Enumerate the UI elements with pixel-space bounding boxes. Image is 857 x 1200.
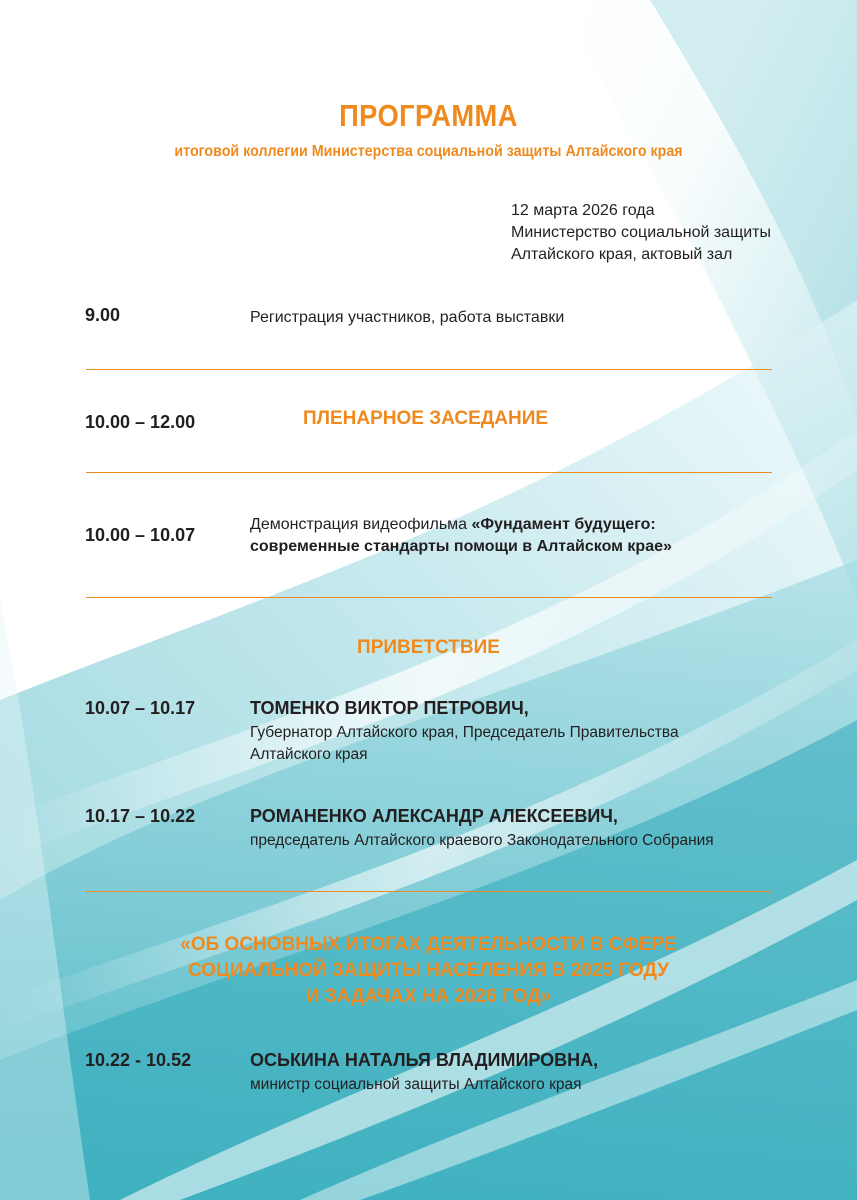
- plenary-title: ПЛЕНАРНОЕ ЗАСЕДАНИЕ: [303, 408, 549, 429]
- speaker1-time: 10.07 – 10.17: [85, 698, 196, 718]
- report-topic-line3: И ЗАДАЧАХ НА 2026 ГОД»: [305, 986, 552, 1007]
- speaker1-name: ТОМЕНКО ВИКТОР ПЕТРОВИЧ,: [250, 698, 529, 718]
- film-time: 10.00 – 10.07: [85, 525, 196, 545]
- film-title-line1: «Фундамент будущего:: [471, 516, 656, 533]
- film-title-line2: современные стандарты помощи в Алтайском крае»: [250, 538, 672, 555]
- speaker1-role-line2: Алтайского края: [250, 746, 368, 763]
- plenary-time: 10.00 – 12.00: [85, 412, 196, 432]
- speaker1-role: [250, 722, 679, 766]
- speaker2-role: председатель Алтайского краевого Законодательного Собрания: [250, 832, 714, 849]
- speaker3-role: министр социальной защиты Алтайского края: [250, 1076, 582, 1093]
- divider: [86, 369, 772, 370]
- speaker1-role-line1: Губернатор Алтайского края, Председатель Правительства: [250, 724, 679, 741]
- report-topic-line1: «ОБ ОСНОВНЫХ ИТОГАХ ДЕЯТЕЛЬНОСТИ В СФЕРЕ: [180, 934, 677, 955]
- divider: [86, 597, 772, 598]
- event-venue-line1: Министерство социальной защиты: [511, 224, 772, 241]
- divider: [86, 472, 772, 473]
- event-venue-line2: Алтайского края, актовый зал: [511, 246, 733, 263]
- film-prefix: Демонстрация видеофильма: [250, 516, 472, 533]
- page-title: ПРОГРАММА: [339, 98, 518, 133]
- film-description: [250, 514, 672, 558]
- divider: [86, 891, 772, 892]
- speaker2-time: 10.17 – 10.22: [85, 806, 196, 826]
- event-meta: [511, 200, 771, 266]
- speaker2-name: РОМАНЕНКО АЛЕКСАНДР АЛЕКСЕЕВИЧ,: [250, 806, 618, 826]
- registration-text: Регистрация участников, работа выставки: [250, 309, 565, 326]
- report-topic: [0, 932, 857, 1010]
- registration-time: 9.00: [85, 305, 121, 325]
- report-topic-line2: СОЦИАЛЬНОЙ ЗАЩИТЫ НАСЕЛЕНИЯ В 2025 ГОДУ: [188, 960, 669, 981]
- event-date: 12 марта 2026 года: [511, 202, 655, 219]
- speaker3-time: 10.22 - 10.52: [85, 1050, 192, 1070]
- page-subtitle: итоговой коллегии Министерства социальной защиты Алтайского края: [174, 143, 683, 160]
- speaker3-name: ОСЬКИНА НАТАЛЬЯ ВЛАДИМИРОВНА,: [250, 1050, 599, 1070]
- greeting-title: ПРИВЕТСТВИЕ: [357, 637, 500, 658]
